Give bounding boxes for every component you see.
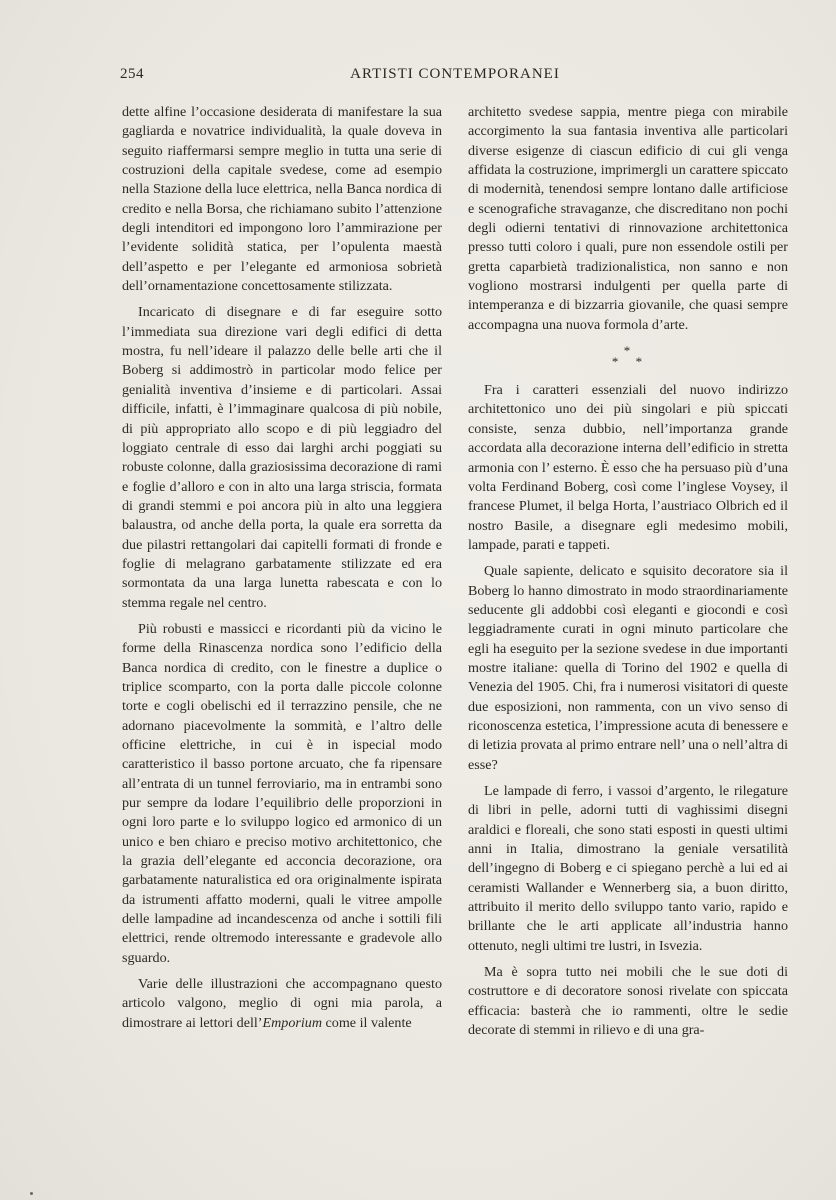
left-paragraph-2: Incaricato di disegnare e di far eseguire sotto l’immediata sua direzione vari degli edifici di detta mostra, fu nell’ideare il palazzo delle belle arti che il Boberg si addimostrò in particolar modo felice per genialità inventiva d’insieme e di particolari. Assai difficile, infatti, è l’immaginare qualcosa di più nobile, di più appropriato allo scopo e di più leggiadro del loggiato centrale di esso dai larghi archi poggiati su robuste colonne, dalla graziosissima decorazione di rami e foglie d’alloro e con in alto una larga striscia, formata di grandi stemmi e poi ancora più in alto una leggiera balaustra, od anche della porta, la quale era sorretta da due pilastri rettangolari dai capitelli formati di fronde e foglie di melagrano garbatamente stilizzate ed era sormontata da una larga lunetta rabescata e con lo stemma regale nel centro. bbox=[122, 304, 442, 611]
left-paragraph-4 bbox=[122, 975, 442, 1033]
page-number: 254 bbox=[120, 66, 144, 82]
right-paragraph-5: Ma è sopra tutto nei mobili che le sue doti di costruttore e di decoratore sonosi rivelate con spiccata efficacia: basterà che io rammenti, oltre le sedie decorate di stemmi in rilievo e di una gra- bbox=[468, 964, 788, 1039]
right-column bbox=[468, 103, 788, 1040]
asterism-bottom: * * bbox=[611, 354, 645, 370]
emporium-title: Emporium bbox=[262, 1014, 323, 1031]
left-column bbox=[122, 103, 442, 1033]
left-paragraph-1: dette alfine l’occasione desiderata di manifestare la sua gagliarda e novatrice individualità, la quale doveva in seguito riaffermarsi sempre meglio in tutta una serie di costruzioni della capitale svedese, come ad esempio nella Stazione della luce elettrica, nella Banca nordica di credito e nella Borsa, che richiamano subito l’attenzione degli intenditori ed impongono loro l’ammirazione per l’evidente solidità statica, per l’opulenta maestà dell’aspetto e per l’elegante ed armoniosa sobrietà dell’ornamentazione concettosamente stilizzata. bbox=[122, 104, 442, 295]
right-paragraph-2: Fra i caratteri essenziali del nuovo indirizzo architettonico uno dei più singolari e più spiccati consiste, senza dubbio, nell’importanza grande accordata alla decorazione interna dell’edificio in stretta armonia con l’ esterno. È esso che ha persuaso più d’una volta Ferdinand Boberg, così come l’inglese Voysey, il francese Plumet, il belga Horta, l’austriaco Olbrich ed il nostro Basile, a disegnare egli medesimo mobili, lampade, parati e tappeti. bbox=[468, 382, 788, 553]
section-asterism bbox=[468, 343, 788, 370]
asterism-top: * bbox=[623, 343, 633, 359]
right-paragraph-3: Quale sapiente, delicato e squisito decoratore sia il Boberg lo hanno dimostrato in modo straordinariamente seducente gli addobbi così eleganti e giocondi e così leggiadramente curati in ogni minuto particolare che egli ha eseguito per la sezione svedese in due importanti mostre italiane: quella di Torino del 1902 e quella di Venezia del 1905. Chi, fra i numerosi visitatori di queste due esposizioni, non rammenta, con un vivo senso di riconoscenza estetica, l’impressione acuta di benessere e di letizia provata al primo entrare nell’ una o nell’altra di esse? bbox=[468, 563, 788, 773]
left-paragraph-4-end: come il valente bbox=[322, 1014, 412, 1031]
right-paragraph-1: architetto svedese sappia, mentre piega con mirabile accorgimento la sua fantasia inventiva alle particolari diverse esigenze di ciascun edificio di cui gli venga affidata la costruzione, imprimergli un carattere spiccato di modernità, tenendosi sempre lontano dalle artificiose e scenografiche stravaganze, che discreditano non pochi degli odierni tentativi di rinnovazione architettonica presso tutti coloro i quali, pure non essendole ostili per gretta caparbietà tradizionalistica, non sanno e non vogliono mostrarsi indulgenti per quella parte di intemperanza e di bizzarria giovanile, che quasi sempre accompagna una nuova formola d’arte. bbox=[468, 104, 788, 333]
right-paragraph-4: Le lampade di ferro, i vassoi d’argento, le rilegature di libri in pelle, adorni tutti di vaghissimi disegni araldici e floreali, che sono stati esposti in questi ultimi anni in Italia, dimostrano la geniale versatilità dell’ingegno di Boberg e ci spiegano perchè a lui ed ai ceramisti Wallander e Wennerberg sia, a buon diritto, attribuito il merito dello sviluppo tanto vario, rapido e brillante che le arti applicate all’industria hanno ottenuto, negli ultimi tre lustri, in Isvezia. bbox=[468, 783, 788, 954]
left-paragraph-4-start: Varie delle illustrazioni che accompagnano questo articolo valgono, meglio di ogni mia parola, a dimostrare ai lettori dell’ bbox=[122, 976, 442, 1031]
running-title: ARTISTI CONTEMPORANEI bbox=[350, 66, 560, 82]
page-header bbox=[120, 66, 790, 88]
paper-speck bbox=[30, 1192, 33, 1195]
left-paragraph-3: Più robusti e massicci e ricordanti più da vicino le forme della Rinascenza nordica sono l’edificio della Banca nordica di credito, con le finestre a duplice o triplice scomparto, con la porta dalle piccole colonne torte e cogli obelischi ed il terrazzino pensile, che ne adornano piacevolmente la sommità, e l’altro delle officine elettriche, in cui è in ispecial modo caratteristico il basso portone arcuato, che fa ripensare all’entrata di un tunnel ferroviario, ma in entrambi sono pur sempre da lodare l’equilibrio delle proporzioni in ogni loro parte e lo sviluppo logico ed armonico di un unico e ben chiaro e preciso motivo architettonico, che la grazia dell’elegante ed acconcia decorazione, ora garbatamente naturalistica ed ora originalmente ispirata da istrumenti affatto moderni, quali le vitree ampolle delle lampadine ad incandescenza od anche i sottili fili elettrici, rende oltremodo interessante e gradevole allo sguardo. bbox=[122, 620, 442, 966]
